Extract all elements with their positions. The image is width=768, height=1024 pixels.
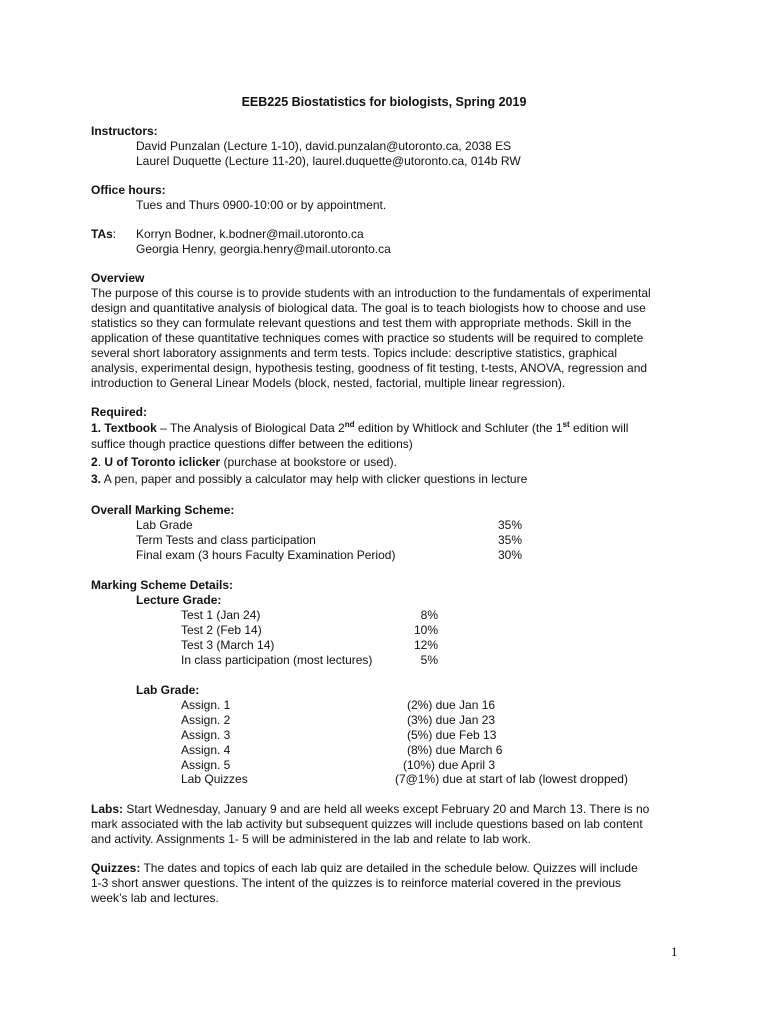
overview-line: application of these quantitative techniques comes with practice so students will be required to complete: [91, 331, 644, 345]
instructor-line: Laurel Duquette (Lecture 11-20), laurel.duquette@utoronto.ca, 014b RW: [136, 154, 521, 168]
ta-line: Georgia Henry, georgia.henry@mail.utoronto.ca: [136, 242, 391, 256]
quizzes-label: Quizzes:: [91, 861, 141, 875]
dash: –: [156, 421, 170, 435]
lab-due: (2%) due Jan 16: [407, 698, 496, 712]
overview-label: Overview: [91, 271, 145, 285]
lab-due: (8%) due March 6: [407, 743, 503, 757]
document-title: EEB225 Biostatistics for biologists, Spring 2019: [241, 95, 527, 109]
tas-colon: :: [112, 227, 117, 241]
required-item-3: [91, 472, 527, 487]
textbook-text: edition will: [569, 421, 629, 435]
lab-grade-label: Lab Grade:: [136, 683, 200, 697]
iclicker-text: (purchase at bookstore or used).: [220, 455, 397, 469]
quizzes-text: The dates and topics of each lab quiz are detailed in the schedule below. Quizzes will include: [140, 861, 638, 875]
labs-text: Start Wednesday, January 9 and are held all weeks except February 20 and March 13. There is no: [123, 802, 650, 816]
supplies-text: A pen, paper and possibly a calculator may help with clicker questions in lecture: [101, 472, 528, 486]
labs-line-3: and activity. Assignments 1- 5 will be administered in the lab and relate to lab work.: [91, 832, 532, 846]
quizzes-line-3: week’s lab and lectures.: [91, 891, 219, 905]
lecture-percent: 12%: [413, 638, 438, 652]
lab-item: Assign. 3: [181, 728, 231, 742]
tas-label: [91, 227, 116, 242]
lab-due: (3%) due Jan 23: [407, 713, 496, 727]
office-hours-label: Office hours:: [91, 183, 166, 197]
overview-line: introduction to General Linear Models (block, nested, factorial, multiple linear regression).: [91, 376, 566, 390]
lecture-percent: 10%: [413, 623, 438, 637]
marking-percent: 35%: [497, 533, 522, 547]
textbook-title: The Analysis of Biological Data 2: [169, 421, 345, 435]
tas-label-text: TAs: [91, 227, 113, 241]
marking-item: Final exam (3 hours Faculty Examination Period): [136, 548, 396, 562]
required-item-1: [91, 421, 628, 436]
instructor-line: David Punzalan (Lecture 1-10), david.punzalan@utoronto.ca, 2038 ES: [136, 139, 512, 153]
superscript: nd: [344, 420, 355, 429]
labs-line-2: mark associated with the lab activity but subsequent quizzes will include questions based on lab content: [91, 817, 643, 831]
required-item-2: [91, 455, 397, 470]
lecture-grade-label: Lecture Grade:: [136, 593, 222, 607]
overview-line: several short laboratory assignments and term tests. Topics include: descriptive statistics, graphical: [91, 346, 618, 360]
lecture-item: In class participation (most lectures): [181, 653, 373, 667]
marking-details-label: Marking Scheme Details:: [91, 578, 234, 592]
lecture-item: Test 1 (Jan 24): [181, 608, 261, 622]
marking-item: Lab Grade: [136, 518, 193, 532]
required-label: Required:: [91, 405, 148, 419]
overall-marking-label: Overall Marking Scheme:: [91, 503, 235, 517]
lecture-percent: 8%: [420, 608, 438, 622]
superscript: st: [562, 420, 570, 429]
quizzes-line-1: [91, 861, 681, 876]
instructors-label: Instructors:: [91, 124, 158, 138]
textbook-label: Textbook: [104, 421, 157, 435]
overview-line: analysis, experimental design, hypothesis testing, goodness of fit testing, t-tests, ANOVA, regression and: [91, 361, 648, 375]
lab-due: (7@1%) due at start of lab (lowest dropped): [395, 772, 628, 786]
lecture-percent: 5%: [420, 653, 438, 667]
lab-item: Assign. 5: [181, 758, 231, 772]
overview-line: The purpose of this course is to provide students with an introduction to the fundamentals of experimental: [91, 286, 651, 300]
item-number: 1.: [91, 421, 102, 435]
labs-line-1: [91, 802, 681, 817]
overview-line: statistics so they can formulate relevant questions and test them with appropriate methods. Skill in the: [91, 316, 632, 330]
page-number: 1: [671, 944, 678, 959]
lecture-item: Test 3 (March 14): [181, 638, 275, 652]
labs-label: Labs:: [91, 802, 124, 816]
lab-item: Assign. 4: [181, 743, 231, 757]
lecture-item: Test 2 (Feb 14): [181, 623, 262, 637]
marking-item: Term Tests and class participation: [136, 533, 316, 547]
item-number: 3.: [91, 472, 102, 486]
office-hours-text: Tues and Thurs 0900-10:00 or by appointment.: [136, 198, 387, 212]
lab-due: (10%) due April 3: [403, 758, 496, 772]
required-item-1-line-2: suffice though practice questions differ between the editions): [91, 437, 413, 451]
lab-due: (5%) due Feb 13: [407, 728, 497, 742]
lab-item: Assign. 1: [181, 698, 231, 712]
textbook-text: edition by Whitlock and Schluter (the 1: [354, 421, 563, 435]
item-number: 2: [91, 455, 98, 469]
lab-item: Lab Quizzes: [181, 772, 248, 786]
ta-line: Korryn Bodner, k.bodner@mail.utoronto.ca: [136, 227, 364, 241]
overview-line: design and quantitative analysis of biological data. The goal is to teach biologists how to choose and use: [91, 301, 646, 315]
marking-percent: 30%: [497, 548, 522, 562]
lab-item: Assign. 2: [181, 713, 231, 727]
quizzes-line-2: 1-3 short answer questions. The intent of the quizzes is to reinforce material covered in the previous: [91, 876, 622, 890]
marking-percent: 35%: [497, 518, 522, 532]
iclicker-label: U of Toronto iclicker: [104, 455, 221, 469]
item-dot: .: [97, 455, 102, 469]
